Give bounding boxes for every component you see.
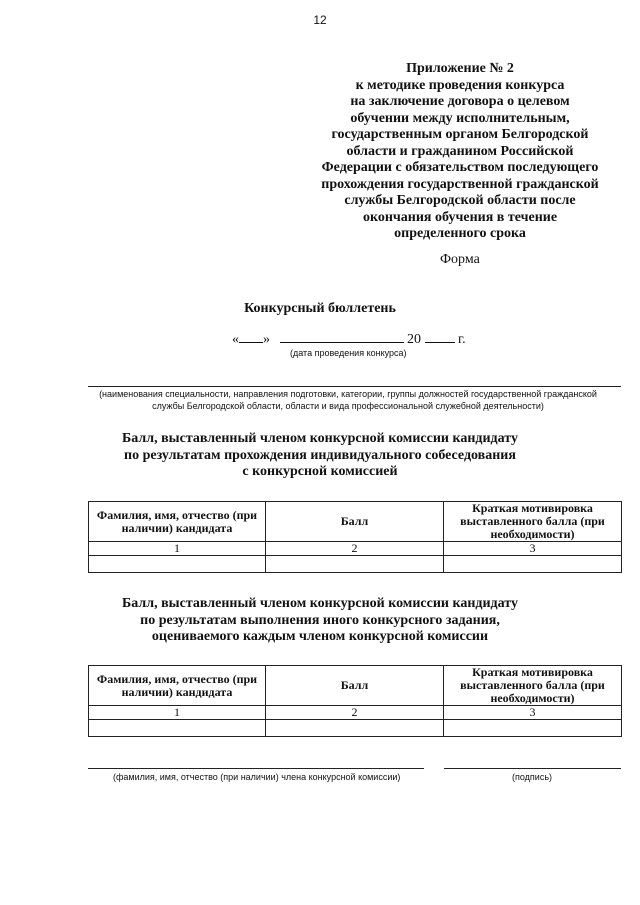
- table-header-row: [89, 502, 622, 542]
- form-label: Форма: [440, 252, 480, 267]
- column-header-score: Балл: [266, 666, 444, 706]
- candidate-cell[interactable]: [89, 556, 266, 573]
- score-cell[interactable]: [266, 556, 444, 573]
- year-blank: [425, 330, 455, 343]
- close-quote: »: [263, 332, 270, 347]
- appendix-line: определенного срока: [394, 226, 526, 241]
- section1-heading-line: по результатам прохождения индивидуального собеседования: [124, 447, 516, 463]
- column-header-candidate: Фамилия, имя, отчество (при наличии) кандидата: [89, 666, 266, 706]
- specialty-caption: [88, 389, 608, 412]
- appendix-line: окончания обучения в течение: [362, 209, 558, 225]
- section2-heading-line: по результатам выполнения иного конкурсного задания,: [140, 612, 500, 628]
- table-number-row: [89, 706, 622, 720]
- table-number-row: [89, 542, 622, 556]
- candidate-cell[interactable]: [89, 720, 266, 737]
- column-header-motivation: Краткая мотивировка выставленного балла (при необходимости): [444, 666, 622, 706]
- score-cell[interactable]: [266, 720, 444, 737]
- appendix-line: обучении между исполнительным,: [350, 110, 570, 126]
- specialty-caption-line: (наименования специальности, направления подготовки, категории, группы должностей государственной гражданской: [99, 389, 597, 399]
- appendix-line: на заключение договора о целевом: [350, 94, 570, 109]
- section1-heading-line: с конкурсной комиссией: [242, 464, 398, 479]
- year-prefix: 20: [407, 332, 421, 347]
- table-header-row: [89, 666, 622, 706]
- year-suffix: г.: [458, 332, 466, 347]
- date-caption: (дата проведения конкурса): [290, 348, 407, 358]
- column-header-score: Балл: [266, 502, 444, 542]
- column-number: 1: [89, 706, 266, 720]
- table-row: [89, 556, 622, 573]
- section1-heading: [60, 431, 580, 481]
- appendix-line: Приложение № 2: [406, 61, 514, 76]
- day-blank: [239, 330, 263, 343]
- column-number: 2: [266, 542, 444, 556]
- page-number: 12: [313, 13, 327, 27]
- appendix-line: государственным органом Белгородской: [331, 127, 589, 142]
- month-blank: [280, 330, 404, 343]
- section2-table: [88, 665, 622, 737]
- appendix-line: прохождения государственной гражданской: [321, 176, 599, 192]
- column-header-candidate: Фамилия, имя, отчество (при наличии) кандидата: [89, 502, 266, 542]
- column-number: 1: [89, 542, 266, 556]
- section1-table: [88, 501, 622, 573]
- signature-line: [444, 768, 621, 769]
- appendix-line: Федерации с обязательством последующего: [321, 160, 599, 175]
- specialty-line: [88, 386, 621, 387]
- section2-heading: [60, 596, 580, 646]
- section2-heading-line: Балл, выставленный членом конкурсной комиссии кандидату: [122, 596, 518, 611]
- signature-caption: (подпись): [512, 772, 553, 782]
- appendix-line: службы Белгородской области после: [344, 193, 576, 208]
- appendix-line: к методике проведения конкурса: [355, 77, 565, 93]
- section2-heading-line: оцениваемого каждым членом конкурсной комиссии: [151, 629, 489, 644]
- motivation-cell[interactable]: [444, 720, 622, 737]
- date-line: [232, 330, 466, 348]
- table-row: [89, 720, 622, 737]
- specialty-caption-line: службы Белгородской области, области и вида профессиональной служебной деятельности): [152, 400, 544, 411]
- column-number: 3: [444, 706, 622, 720]
- open-quote: «: [232, 332, 239, 347]
- motivation-cell[interactable]: [444, 556, 622, 573]
- name-signature-line: [88, 768, 424, 769]
- column-header-motivation: Краткая мотивировка выставленного балла (при необходимости): [444, 502, 622, 542]
- ballot-title: Конкурсный бюллетень: [244, 301, 396, 316]
- name-caption: (фамилия, имя, отчество (при наличии) члена конкурсной комиссии): [113, 772, 401, 782]
- column-number: 3: [444, 542, 622, 556]
- section1-heading-line: Балл, выставленный членом конкурсной комиссии кандидату: [122, 431, 518, 446]
- appendix-heading: [300, 61, 620, 243]
- column-number: 2: [266, 706, 444, 720]
- appendix-line: области и гражданином Российской: [346, 143, 574, 159]
